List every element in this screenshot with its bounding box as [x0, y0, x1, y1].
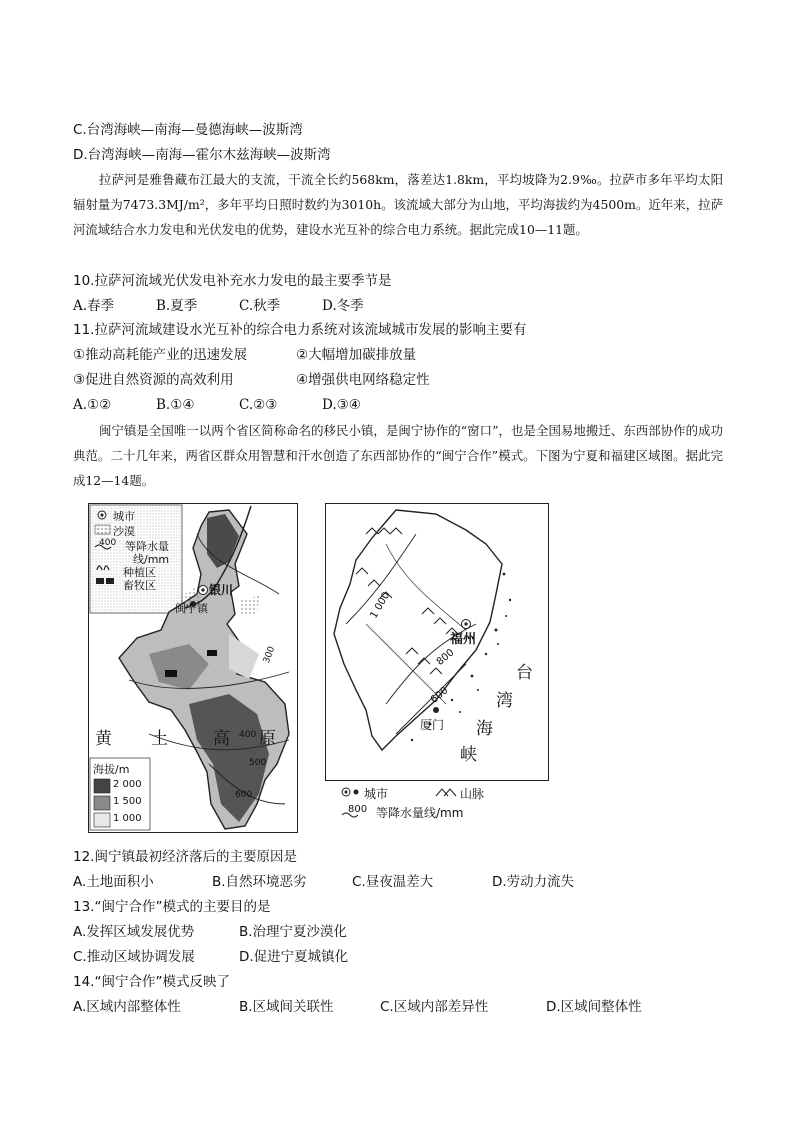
city-xiamen: 厦门 — [420, 718, 445, 732]
q11-stem: 11.拉萨河流域建设水光互补的综合电力系统对该流域城市发展的影响主要有 — [73, 322, 527, 338]
q12-option-c: C.昼夜温差大 — [352, 874, 434, 890]
q11-item-2: ②大幅增加碳排放量 — [296, 347, 417, 363]
city-fuzhou: 福州 — [450, 632, 477, 647]
plateau-char-2: 土 — [151, 729, 168, 749]
ningxia-map — [88, 503, 298, 833]
fj-legend-800: 800 — [348, 804, 368, 815]
q12-stem: 12.闽宁镇最初经济落后的主要原因是 — [73, 849, 297, 865]
strait-char-1: 台 — [516, 663, 533, 683]
elev-legend-title: 海拔/m — [93, 763, 130, 776]
isohyet-400: 400 — [239, 730, 257, 740]
legend-city-label: 城市 — [113, 510, 135, 523]
isohyet-600-fj: 600 — [428, 685, 451, 706]
q11-item-1: ①推动高耗能产业的迅速发展 — [73, 347, 248, 363]
legend-isohyet-unit: 线/mm — [133, 553, 170, 566]
q11-option-d: D.③④ — [322, 397, 361, 413]
isohyet-500: 500 — [249, 758, 267, 768]
legend-crop-label: 种植区 — [123, 566, 156, 579]
fj-legend-city: 城市 — [364, 787, 389, 801]
q11-option-c: C.②③ — [239, 397, 278, 413]
q13-stem: 13.“闽宁合作”模式的主要目的是 — [73, 899, 271, 915]
isohyet-300: 300 — [261, 645, 278, 665]
strait-char-3: 海 — [476, 719, 493, 739]
strait-char-2: 湾 — [496, 691, 513, 711]
q12-option-b: B.自然环境恶劣 — [212, 874, 307, 890]
q13-option-b: B.治理宁夏沙漠化 — [239, 924, 348, 940]
elev-1000: 1 000 — [113, 813, 142, 824]
q13-option-c: C.推动区域协调发展 — [73, 949, 195, 965]
option-d-prev: D.台湾海峡—南海—霍尔木兹海峡—波斯湾 — [73, 147, 331, 163]
q10-stem: 10.拉萨河流域光伏发电补充水力发电的最主要季节是 — [73, 273, 392, 289]
legend-isohyet-value: 400 — [99, 538, 117, 548]
isohyet-800: 800 — [434, 647, 457, 668]
q14-option-a: A.区域内部整体性 — [73, 999, 181, 1015]
elev-1500: 1 500 — [113, 796, 142, 807]
q10-option-a: A.春季 — [73, 298, 115, 314]
plateau-char-4: 原 — [259, 729, 276, 749]
legend-isohyet-label: 等降水量 — [125, 540, 169, 553]
q10-option-d: D.冬季 — [322, 298, 364, 314]
fujian-legend — [340, 782, 540, 822]
fj-legend-isohyet: 等降水量线/mm — [376, 806, 464, 820]
q13-option-d: D.促进宁夏城镇化 — [239, 949, 349, 965]
q11-item-3: ③促进自然资源的高效利用 — [73, 372, 234, 388]
q14-stem: 14.“闽宁合作”模式反映了 — [73, 974, 230, 990]
q12-option-a: A.土地面积小 — [73, 874, 154, 890]
q12-option-d: D.劳动力流失 — [492, 874, 575, 890]
strait-char-4: 峡 — [460, 745, 477, 765]
fujian-map-graphic — [326, 504, 548, 780]
legend-desert-label: 沙漠 — [113, 525, 135, 538]
legend-pasture-label: 畜牧区 — [123, 579, 156, 592]
option-c-prev: C.台湾海峡—南海—曼德海峡—波斯湾 — [73, 122, 303, 138]
q14-option-c: C.区域内部差异性 — [380, 999, 489, 1015]
fj-legend-mountain: 山脉 — [460, 787, 485, 801]
isohyet-600: 600 — [235, 790, 253, 800]
q10-option-b: B.夏季 — [156, 298, 198, 314]
q14-option-d: D.区域间整体性 — [546, 999, 642, 1015]
passage-minning: 闽宁镇是全国唯一以两个省区简称命名的移民小镇，是闽宁协作的“窗口”，也是全国易地搬迁、东西部协作的成功典范。二十几年来，两省区群众用智慧和汗水创造了东西部协作的“闽宁合作”模式。下图为宁夏和福建区域图。据此完成12—14题。 — [73, 423, 723, 488]
q13-option-a: A.发挥区域发展优势 — [73, 924, 195, 940]
elev-2000: 2 000 — [113, 779, 142, 790]
fujian-map — [325, 503, 549, 781]
q14-option-b: B.区域间关联性 — [239, 999, 334, 1015]
plateau-char-3: 高 — [213, 729, 230, 749]
passage-lhasa: 拉萨河是雅鲁藏布江最大的支流，干流全长约568km，落差达1.8km，平均坡降为2.9‰。拉萨市多年平均太阳辐射量为7473.3MJ/m²，多年平均日照时数约为3010h。该流域大部分为山地，平均海拔约为4500m。近年来，拉萨河流域结合水力发电和光伏发电的优势，建设水光互补的综合电力系统。据此完成10—11题。 — [73, 172, 723, 237]
city-yinchuan: 银川 — [209, 583, 234, 597]
q10-option-c: C.秋季 — [239, 298, 281, 314]
q11-option-a: A.①② — [73, 397, 112, 413]
isohyet-1000: 1 000 — [368, 590, 393, 621]
plateau-char-1: 黄 — [95, 729, 112, 749]
q11-option-b: B.①④ — [156, 397, 195, 413]
q11-item-4: ④增强供电网络稳定性 — [296, 372, 430, 388]
city-minning: 闽宁镇 — [175, 602, 208, 615]
